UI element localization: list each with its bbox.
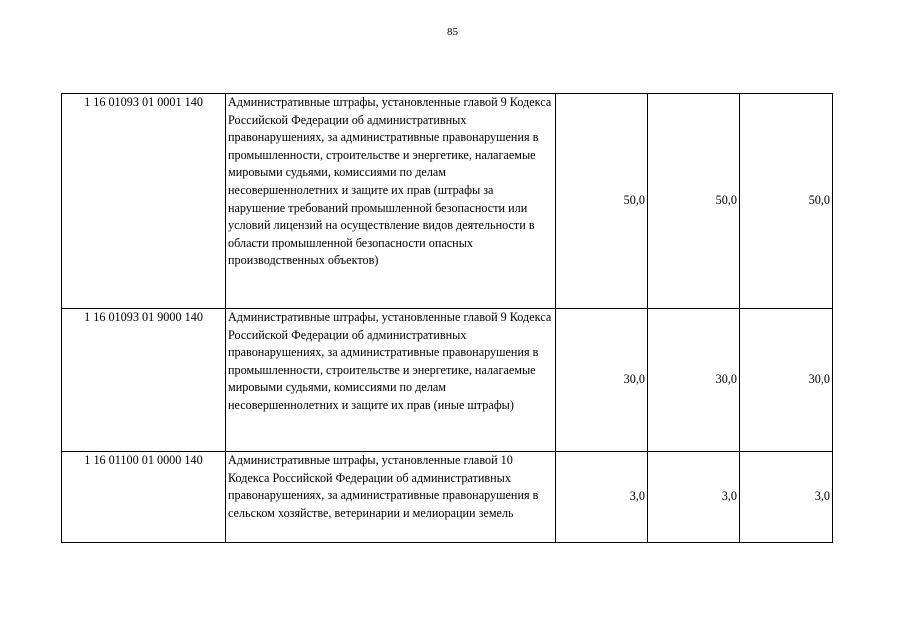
budget-table bbox=[61, 93, 833, 543]
value-cell-year-1: 50,0 bbox=[556, 94, 648, 309]
value-cell-year-2: 30,0 bbox=[648, 309, 740, 452]
page-number: 85 bbox=[447, 26, 458, 38]
revenue-name-cell: Административные штрафы, установленные главой 9 Кодекса Российской Федерации об административных правонарушениях, за административные правонарушения в промышленности, строительстве и энергетике, налагаемые мировыми судьями, комиссиями по делам несовершеннолетних и защите их прав (иные штрафы) bbox=[226, 309, 556, 452]
budget-code-cell: 1 16 01100 01 0000 140 bbox=[62, 452, 226, 543]
value-cell-year-2: 3,0 bbox=[648, 452, 740, 543]
revenue-name-cell: Административные штрафы, установленные главой 9 Кодекса Российской Федерации об административных правонарушениях, за административные правонарушения в промышленности, строительстве и энергетике, налагаемые мировыми судьями, комиссиями по делам несовершеннолетних и защите их прав (штрафы за нарушение требований промышленной безопасности или условий лицензий на осуществление видов деятельности в области промышленной безопасности опасных производственных объектов) bbox=[226, 94, 556, 309]
value-cell-year-3: 50,0 bbox=[740, 94, 833, 309]
table-row bbox=[62, 452, 833, 543]
value-cell-year-1: 3,0 bbox=[556, 452, 648, 543]
budget-code-cell: 1 16 01093 01 9000 140 bbox=[62, 309, 226, 452]
budget-code-cell: 1 16 01093 01 0001 140 bbox=[62, 94, 226, 309]
value-cell-year-3: 3,0 bbox=[740, 452, 833, 543]
table-row bbox=[62, 309, 833, 452]
table-row bbox=[62, 94, 833, 309]
value-cell-year-3: 30,0 bbox=[740, 309, 833, 452]
value-cell-year-2: 50,0 bbox=[648, 94, 740, 309]
value-cell-year-1: 30,0 bbox=[556, 309, 648, 452]
revenue-name-cell: Административные штрафы, установленные главой 10 Кодекса Российской Федерации об административных правонарушениях, за административные правонарушения в сельском хозяйстве, ветеринарии и мелиорации земель bbox=[226, 452, 556, 543]
